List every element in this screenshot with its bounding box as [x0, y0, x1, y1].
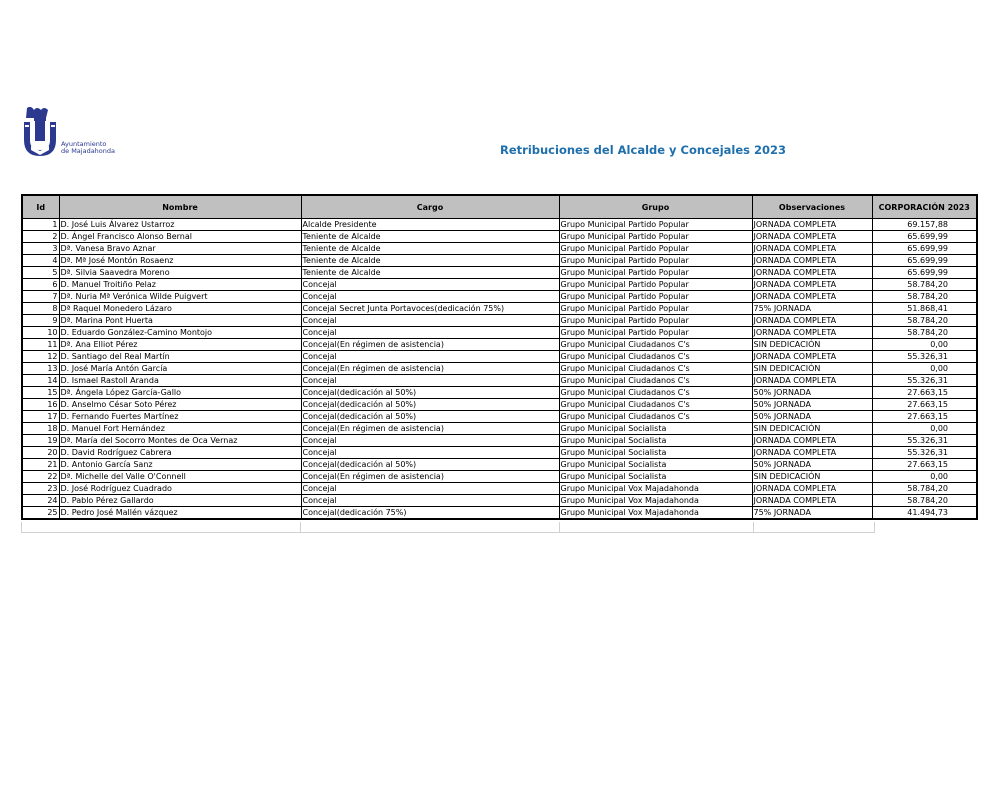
cell-grupo: Grupo Municipal Partido Popular — [559, 291, 752, 303]
cell-observaciones: JORNADA COMPLETA — [752, 375, 872, 387]
cell-grupo: Grupo Municipal Socialista — [559, 459, 752, 471]
cell-observaciones: JORNADA COMPLETA — [752, 231, 872, 243]
cell-id: 16 — [22, 399, 59, 411]
cell-observaciones: JORNADA COMPLETA — [752, 495, 872, 507]
cell-corporacion: 65.699,99 — [872, 267, 977, 279]
cell-corporacion: 58.784,20 — [872, 483, 977, 495]
cell-grupo: Grupo Municipal Partido Popular — [559, 267, 752, 279]
cell-cargo: Concejal(En régimen de asistencia) — [301, 363, 559, 375]
table-row — [22, 315, 977, 327]
cell-grupo: Grupo Municipal Partido Popular — [559, 303, 752, 315]
cell-id: 10 — [22, 327, 59, 339]
cell-corporacion: 0,00 — [872, 471, 977, 483]
cell-cargo: Concejal(dedicación al 50%) — [301, 411, 559, 423]
cell-cargo: Concejal(dedicación 75%) — [301, 507, 559, 520]
cell-grupo: Grupo Municipal Ciudadanos C's — [559, 351, 752, 363]
cell-nombre: D. José Rodríguez Cuadrado — [59, 483, 301, 495]
cell-id: 14 — [22, 375, 59, 387]
cell-corporacion: 0,00 — [872, 339, 977, 351]
cell-cargo: Concejal(En régimen de asistencia) — [301, 471, 559, 483]
cell-cargo: Concejal — [301, 375, 559, 387]
cell-cargo: Concejal — [301, 279, 559, 291]
table-row — [22, 507, 977, 520]
cell-nombre: D. Antonio García Sanz — [59, 459, 301, 471]
cell-grupo: Grupo Municipal Vox Majadahonda — [559, 495, 752, 507]
table-row — [22, 471, 977, 483]
cell-id: 15 — [22, 387, 59, 399]
cell-id: 4 — [22, 255, 59, 267]
cell-nombre: D. Pedro José Mallén vázquez — [59, 507, 301, 520]
cell-cargo: Teniente de Alcalde — [301, 243, 559, 255]
cell-grupo: Grupo Municipal Ciudadanos C's — [559, 399, 752, 411]
cell-cargo: Concejal(dedicación al 50%) — [301, 399, 559, 411]
cell-corporacion: 65.699,99 — [872, 243, 977, 255]
cell-observaciones: 50% JORNADA — [752, 387, 872, 399]
cell-id: 23 — [22, 483, 59, 495]
cell-corporacion: 58.784,20 — [872, 291, 977, 303]
cell-corporacion: 51.868,41 — [872, 303, 977, 315]
cell-corporacion: 27.663,15 — [872, 411, 977, 423]
cell-corporacion: 58.784,20 — [872, 315, 977, 327]
cell-nombre: D. Fernando Fuertes Martínez — [59, 411, 301, 423]
cell-grupo: Grupo Municipal Ciudadanos C's — [559, 387, 752, 399]
cell-id: 11 — [22, 339, 59, 351]
cell-corporacion: 27.663,15 — [872, 387, 977, 399]
cell-cargo: Concejal — [301, 351, 559, 363]
cell-nombre: D. Pablo Pérez Gallardo — [59, 495, 301, 507]
cell-nombre: D. Manuel Fort Hernández — [59, 423, 301, 435]
cell-id: 25 — [22, 507, 59, 520]
cell-observaciones: JORNADA COMPLETA — [752, 279, 872, 291]
cell-nombre: D. Ismael Rastoll Aranda — [59, 375, 301, 387]
cell-nombre: D. Manuel Troitiño Pelaz — [59, 279, 301, 291]
cell-corporacion: 58.784,20 — [872, 279, 977, 291]
cell-grupo: Grupo Municipal Socialista — [559, 471, 752, 483]
cell-nombre: D. Eduardo González-Camino Montojo — [59, 327, 301, 339]
logo-text-line1: Ayuntamiento — [61, 140, 107, 148]
cell-id: 20 — [22, 447, 59, 459]
cell-grupo: Grupo Municipal Ciudadanos C's — [559, 411, 752, 423]
column-header-id: Id — [22, 195, 59, 219]
cell-nombre: Dª. Silvia Saavedra Moreno — [59, 267, 301, 279]
cell-grupo: Grupo Municipal Partido Popular — [559, 327, 752, 339]
column-header-observaciones: Observaciones — [752, 195, 872, 219]
cell-corporacion: 27.663,15 — [872, 459, 977, 471]
cell-nombre: Dª. Nuria Mª Verónica Wilde Puigvert — [59, 291, 301, 303]
table-row — [22, 279, 977, 291]
cell-id: 7 — [22, 291, 59, 303]
cell-id: 8 — [22, 303, 59, 315]
table-row — [22, 495, 977, 507]
cell-cargo: Concejal — [301, 447, 559, 459]
cell-corporacion: 55.326,31 — [872, 447, 977, 459]
cell-cargo: Teniente de Alcalde — [301, 231, 559, 243]
cell-id: 12 — [22, 351, 59, 363]
cell-observaciones: JORNADA COMPLETA — [752, 315, 872, 327]
cell-cargo: Concejal — [301, 291, 559, 303]
cell-corporacion: 55.326,31 — [872, 375, 977, 387]
cell-observaciones: 50% JORNADA — [752, 411, 872, 423]
cell-grupo: Grupo Municipal Partido Popular — [559, 279, 752, 291]
cell-observaciones: SIN DEDICACIÓN — [752, 363, 872, 375]
cell-corporacion: 65.699,99 — [872, 255, 977, 267]
cell-grupo: Grupo Municipal Ciudadanos C's — [559, 375, 752, 387]
table-row — [22, 267, 977, 279]
cell-corporacion: 58.784,20 — [872, 327, 977, 339]
cell-cargo: Concejal(dedicación al 50%) — [301, 387, 559, 399]
cell-observaciones: JORNADA COMPLETA — [752, 447, 872, 459]
cell-id: 19 — [22, 435, 59, 447]
cell-corporacion: 69.157,88 — [872, 219, 977, 231]
table-row — [22, 399, 977, 411]
cell-corporacion: 27.663,15 — [872, 399, 977, 411]
column-header-cargo: Cargo — [301, 195, 559, 219]
cell-grupo: Grupo Municipal Ciudadanos C's — [559, 363, 752, 375]
table-row — [22, 327, 977, 339]
majadahonda-crest-icon — [22, 106, 60, 160]
cell-cargo: Concejal — [301, 435, 559, 447]
cell-nombre: D. Ángel Francisco Alonso Bernal — [59, 231, 301, 243]
cell-nombre: D. José María Antón García — [59, 363, 301, 375]
table-row — [22, 339, 977, 351]
cell-cargo: Concejal(En régimen de asistencia) — [301, 339, 559, 351]
cell-nombre: Dª. Ángela López García-Gallo — [59, 387, 301, 399]
table-row — [22, 375, 977, 387]
cell-id: 5 — [22, 267, 59, 279]
cell-observaciones: JORNADA COMPLETA — [752, 327, 872, 339]
cell-id: 22 — [22, 471, 59, 483]
cell-observaciones: JORNADA COMPLETA — [752, 483, 872, 495]
table-row — [22, 435, 977, 447]
cell-id: 9 — [22, 315, 59, 327]
cell-grupo: Grupo Municipal Vox Majadahonda — [559, 483, 752, 495]
cell-grupo: Grupo Municipal Partido Popular — [559, 243, 752, 255]
cell-id: 13 — [22, 363, 59, 375]
cell-grupo: Grupo Municipal Partido Popular — [559, 255, 752, 267]
table-row — [22, 423, 977, 435]
cell-grupo: Grupo Municipal Socialista — [559, 447, 752, 459]
cell-cargo: Concejal(dedicación al 50%) — [301, 459, 559, 471]
cell-grupo: Grupo Municipal Partido Popular — [559, 219, 752, 231]
table-row — [22, 255, 977, 267]
cell-cargo: Teniente de Alcalde — [301, 267, 559, 279]
cell-nombre: Dª. Michelle del Valle O'Connell — [59, 471, 301, 483]
table-header-row — [22, 195, 977, 219]
cell-grupo: Grupo Municipal Partido Popular — [559, 315, 752, 327]
cell-nombre: Dª. Vanesa Bravo Aznar — [59, 243, 301, 255]
cell-id: 3 — [22, 243, 59, 255]
table-row — [22, 303, 977, 315]
cell-observaciones: 75% JORNADA — [752, 507, 872, 520]
cell-cargo: Concejal Secret Junta Portavoces(dedicación 75%) — [301, 303, 559, 315]
cell-observaciones: 75% JORNADA — [752, 303, 872, 315]
cell-grupo: Grupo Municipal Partido Popular — [559, 231, 752, 243]
cell-nombre: Dª Raquel Monedero Lázaro — [59, 303, 301, 315]
column-header-grupo: Grupo — [559, 195, 752, 219]
cell-observaciones: 50% JORNADA — [752, 459, 872, 471]
cell-corporacion: 55.326,31 — [872, 435, 977, 447]
empty-grid-row — [21, 522, 875, 533]
cell-id: 24 — [22, 495, 59, 507]
cell-cargo: Concejal — [301, 483, 559, 495]
cell-grupo: Grupo Municipal Socialista — [559, 435, 752, 447]
cell-corporacion: 41.494,73 — [872, 507, 977, 520]
page-title: Retribuciones del Alcalde y Concejales 2023 — [500, 143, 786, 157]
cell-grupo: Grupo Municipal Vox Majadahonda — [559, 507, 752, 520]
cell-id: 17 — [22, 411, 59, 423]
column-header-nombre: Nombre — [59, 195, 301, 219]
table-row — [22, 483, 977, 495]
logo-text — [61, 141, 115, 155]
ayuntamiento-logo — [22, 106, 128, 160]
cell-nombre: Dª. Mª José Montón Rosaenz — [59, 255, 301, 267]
cell-observaciones: 50% JORNADA — [752, 399, 872, 411]
table-row — [22, 411, 977, 423]
cell-corporacion: 0,00 — [872, 363, 977, 375]
table-row — [22, 363, 977, 375]
cell-nombre: D. Anselmo César Soto Pérez — [59, 399, 301, 411]
cell-corporacion: 65.699,99 — [872, 231, 977, 243]
cell-cargo: Alcalde Presidente — [301, 219, 559, 231]
logo-text-line2: de Majadahonda — [61, 147, 116, 155]
cell-nombre: Dª. Ana Elliot Pérez — [59, 339, 301, 351]
cell-observaciones: JORNADA COMPLETA — [752, 255, 872, 267]
cell-corporacion: 0,00 — [872, 423, 977, 435]
cell-observaciones: JORNADA COMPLETA — [752, 243, 872, 255]
cell-id: 1 — [22, 219, 59, 231]
cell-cargo: Concejal — [301, 495, 559, 507]
cell-nombre: D. Santiago del Real Martín — [59, 351, 301, 363]
cell-id: 18 — [22, 423, 59, 435]
cell-observaciones: JORNADA COMPLETA — [752, 219, 872, 231]
cell-observaciones: SIN DEDICACIÓN — [752, 423, 872, 435]
cell-observaciones: SIN DEDICACIÓN — [752, 339, 872, 351]
table-row — [22, 291, 977, 303]
cell-cargo: Teniente de Alcalde — [301, 255, 559, 267]
cell-nombre: D. David Rodríguez Cabrera — [59, 447, 301, 459]
column-header-corporacion: CORPORACIÓN 2023 — [872, 195, 977, 219]
table-row — [22, 231, 977, 243]
cell-nombre: Dª. Marina Pont Huerta — [59, 315, 301, 327]
cell-observaciones: SIN DEDICACIÓN — [752, 471, 872, 483]
cell-cargo: Concejal — [301, 327, 559, 339]
table-row — [22, 459, 977, 471]
cell-grupo: Grupo Municipal Ciudadanos C's — [559, 339, 752, 351]
table-row — [22, 447, 977, 459]
cell-observaciones: JORNADA COMPLETA — [752, 435, 872, 447]
cell-cargo: Concejal — [301, 315, 559, 327]
cell-corporacion: 55.326,31 — [872, 351, 977, 363]
table-row — [22, 351, 977, 363]
cell-corporacion: 58.784,20 — [872, 495, 977, 507]
table-row — [22, 387, 977, 399]
cell-nombre: D. José Luis Álvarez Ustarroz — [59, 219, 301, 231]
retribuciones-table — [21, 194, 978, 520]
cell-id: 6 — [22, 279, 59, 291]
cell-observaciones: JORNADA COMPLETA — [752, 267, 872, 279]
cell-observaciones: JORNADA COMPLETA — [752, 291, 872, 303]
cell-grupo: Grupo Municipal Socialista — [559, 423, 752, 435]
cell-id: 21 — [22, 459, 59, 471]
cell-observaciones: JORNADA COMPLETA — [752, 351, 872, 363]
table-row — [22, 219, 977, 231]
cell-cargo: Concejal(En régimen de asistencia) — [301, 423, 559, 435]
cell-id: 2 — [22, 231, 59, 243]
table-row — [22, 243, 977, 255]
cell-nombre: Dª. María del Socorro Montes de Oca Vernaz — [59, 435, 301, 447]
